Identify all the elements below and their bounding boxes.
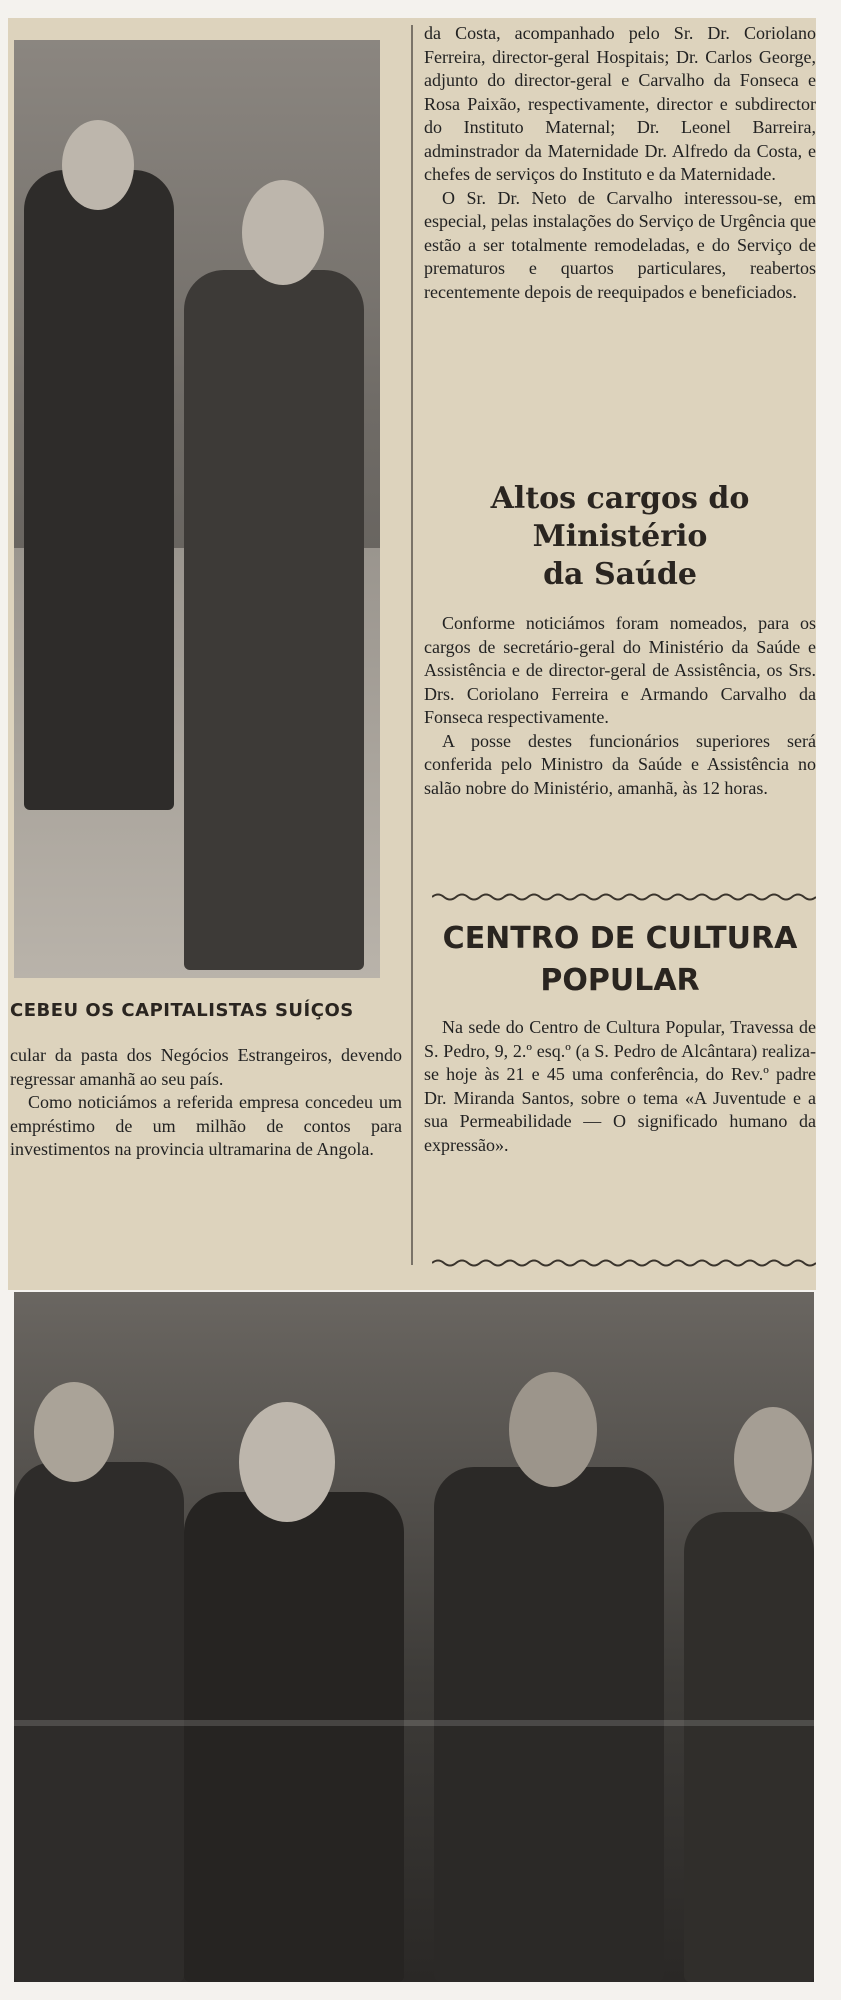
headline-capitalistas: CEBEU OS CAPITALISTAS SUÍÇOS bbox=[10, 1000, 354, 1021]
man-figure-2 bbox=[184, 1492, 404, 1982]
article-capitalistas bbox=[10, 1044, 402, 1162]
article-paragraph: Conforme noticiámos foram nomeados, para os cargos de secretário-geral do Ministério da Saúde e Assistência e de director-geral de Assistência, os Srs. Drs. Coriolano Ferreira e Armando Carvalho da Fonseca respectivamente. bbox=[424, 613, 816, 727]
article-paragraph: O Sr. Dr. Neto de Carvalho interessou-se, em especial, pelas instalações do Serviço de Urgência que estão a ser totalmente remodeladas, e do Serviço de prematuros e quartos particulares, reabertos recentemente depois de reequipados e beneficiados. bbox=[424, 187, 816, 302]
article-paragraph: A posse destes funcionários superiores será conferida pelo Ministro da Saúde e Assistência no salão nobre do Ministério, amanhã, às 12 horas. bbox=[424, 730, 816, 798]
man-head-4 bbox=[734, 1407, 812, 1512]
article-visit-maternidade bbox=[424, 22, 816, 304]
man-right-head bbox=[242, 180, 324, 285]
headline-altos-cargos-1: Altos cargos do Ministério bbox=[490, 481, 750, 554]
man-right-figure bbox=[184, 270, 364, 970]
wavy-divider bbox=[432, 1258, 816, 1268]
man-figure-4 bbox=[684, 1512, 814, 1982]
article-paragraph: Como noticiámos a referida empresa concedeu um empréstimo de um milhão de contos para investimentos na provincia ultramarina de Angola. bbox=[10, 1092, 402, 1159]
man-head-1 bbox=[34, 1382, 114, 1482]
article-centro-cultura bbox=[424, 918, 816, 1157]
wavy-divider bbox=[432, 892, 816, 902]
article-paragraph: cular da pasta dos Negócios Estrangeiros, devendo regressar amanhã ao seu país. bbox=[10, 1045, 402, 1089]
column-divider bbox=[411, 25, 413, 1265]
article-altos-cargos bbox=[424, 480, 816, 800]
photo-two-men-standing bbox=[14, 40, 380, 978]
man-head-3 bbox=[509, 1372, 597, 1487]
headline-centro-cultura-1: CENTRO DE CULTURA bbox=[442, 921, 798, 956]
man-left-figure bbox=[24, 170, 174, 810]
man-left-head bbox=[62, 120, 134, 210]
headline-centro-cultura-2: POPULAR bbox=[540, 963, 700, 998]
man-head-2 bbox=[239, 1402, 335, 1522]
paper-fold bbox=[14, 1720, 814, 1726]
article-paragraph: Na sede do Centro de Cultura Popular, Travessa de S. Pedro, 9, 2.º esq.º (a S. Pedro de Alcântara) realiza-se hoje às 21 e 45 uma conferência, do Rev.º padre Dr. Miranda Santos, sobre o tema «A Juventude e a sua Permeabilidade — O significado humano da expressão». bbox=[424, 1017, 816, 1155]
photo-group-of-men bbox=[14, 1292, 814, 1982]
article-paragraph: da Costa, acompanhado pelo Sr. Dr. Coriolano Ferreira, director-geral Hospitais; Dr. Carlos George, adjunto do director-geral e Carvalho da Fonseca e Rosa Paixão, respectivamente, director e subdirector do Instituto Maternal; Dr. Leonel Barreira, adminstrador da Maternidade Dr. Alfredo da Costa, e chefes de serviços do Instituto e da Maternidade. bbox=[424, 23, 816, 184]
headline-altos-cargos-2: da Saúde bbox=[543, 557, 697, 592]
